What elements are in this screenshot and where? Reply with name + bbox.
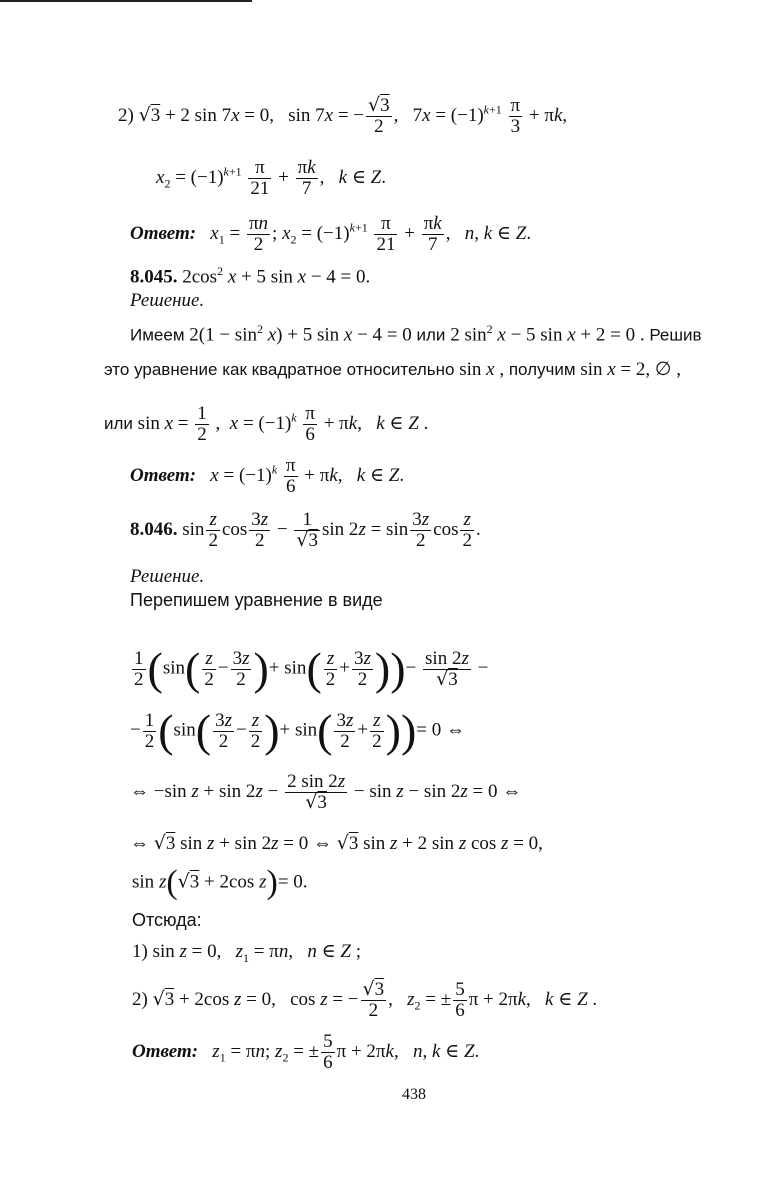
- answer-3: Ответ: $z_1 = \pi n$; $z_2$ = ± $\frac{5}{6}$ π + 2πk, n, k ∈ Z.: [132, 1031, 480, 1073]
- problem-8046: 8.046. sin $\frac{z}{2}$ cos $\frac{3z}{2}$ − $\frac{1}{√3}$ sin 2z = sin $\frac{3z}{2}$ cos $\frac{z}{2}$ .: [130, 509, 481, 551]
- problem-number: 8.045.: [130, 266, 178, 288]
- top-rule: [0, 0, 250, 2]
- answer-1: Ответ: $x_1$ = $\frac{\pi n}{2}$ ; $x_2 = (-1)^{k+1}$ $\frac{\pi}{21}$ + $\frac{\pi k}{7}$ , n, k ∈ Z.: [130, 213, 532, 255]
- problem-8045: 8.045. $2\cos^2$ x + 5 sin x − 4 = 0.: [130, 264, 371, 288]
- answer-2: Ответ: $x = (-1)^k$ $\frac{\pi}{6}$ + πk, k ∈ Z.: [130, 455, 405, 497]
- solution-line-1: 2) √3 + 2 sin 7x = 0, sin 7x = − $\frac{√3}{2}$ , $7x = (-1)^{k+1}$ $\frac{\pi}{3}$ + πk,: [118, 94, 568, 137]
- top-rule-tail: [240, 0, 252, 2]
- case-1: 1) sin z = 0, $z_1 = \pi n$, n ∈ Z ;: [132, 941, 362, 965]
- page-number: 438: [402, 1086, 426, 1103]
- text-line-1: Имеем $2(1 - \sin^2 x) + 5$ sin x − 4 = 0 или 2 $\sin^2 x - 5$ sin x + 2 = 0 . Решив: [130, 322, 702, 346]
- text-line-2: это уравнение как квадратное относительно sin x , получим sin x = 2, ∅ ,: [104, 359, 681, 380]
- hence-text: Отсюда:: [132, 910, 202, 930]
- expression-2: − $\frac{1}{2}$ (sin( $\frac{3z}{2}$ − $\frac{z}{2}$ )+ sin( $\frac{3z}{2}$ + $\frac{z}{2}$ ))= 0 ⇔: [130, 705, 465, 756]
- expression-1: $\frac{1}{2}$ (sin( $\frac{z}{2}$ − $\frac{3z}{2}$ )+ sin( $\frac{z}{2}$ + $\frac{3z}{2}$ ))− $\frac{\sin 2z}{√3}$ −: [134, 643, 489, 694]
- rewrite-text: Перепишем уравнение в виде: [130, 590, 383, 610]
- expression-5: sin z(√3 + 2cos z)= 0.: [132, 864, 308, 901]
- solution-line-2: $x_2 = (-1)^{k+1}$ $\frac{\pi}{21}$ + $\frac{\pi k}{7}$ , k ∈ Z.: [156, 157, 386, 199]
- answer-label: Ответ:: [130, 464, 197, 486]
- expression-4: ⇔ √3 sin z + sin 2z = 0 ⇔ √3 sin z + 2 sin z cos z = 0,: [130, 832, 543, 854]
- solution-heading: Решение.: [130, 566, 205, 587]
- problem-number: 8.046.: [130, 518, 178, 540]
- solution-heading: Решение.: [130, 290, 205, 311]
- text-line-3: или sin x = $\frac{1}{2}$ , $x = (-1)^k$ $\frac{\pi}{6}$ + πk, k ∈ Z .: [104, 403, 429, 445]
- answer-label: Ответ:: [132, 1040, 199, 1062]
- answer-label: Ответ:: [130, 222, 197, 244]
- case-2: 2) √3 + 2cos z = 0, cos z = − $\frac{√3}{2}$ , $z_2$ = ± $\frac{5}{6}$ π + 2πk, k ∈ Z .: [132, 978, 598, 1021]
- expression-3: ⇔ −sin z + sin 2z − $\frac{2 \sin 2z}{√3}$ − sin z − sin 2z = 0 ⇔: [130, 771, 522, 813]
